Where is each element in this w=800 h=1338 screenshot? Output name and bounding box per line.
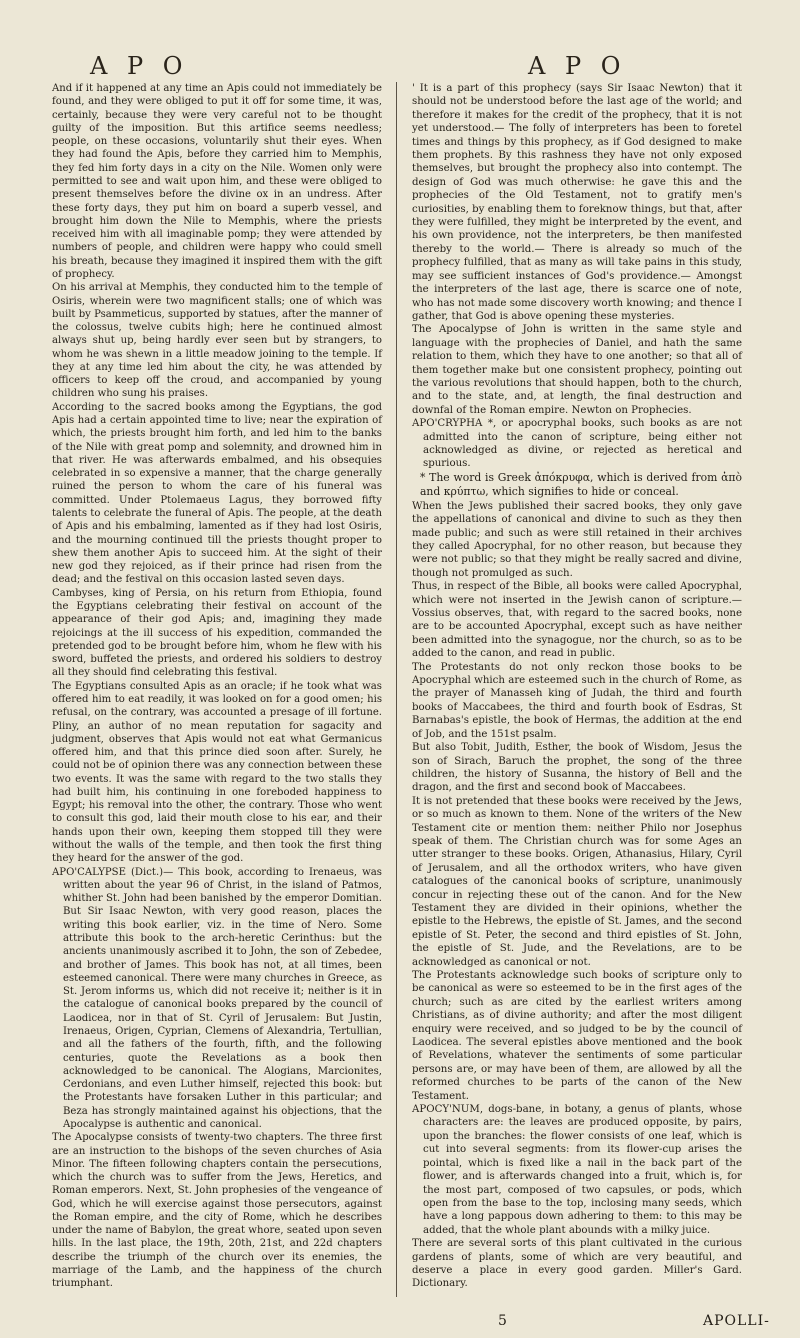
paragraph-jews-books: When the Jews published their sacred books, they only gave the appellations of canonical and divine to such as they then made public; and such as were still retained in their archives they called Apocryphal, for no other reason, but because they were not public; so that they might be really sacred and divine, though not promulged as such. [412, 500, 742, 579]
footnote-greek: * The word is Greek ἀπόκρυφα, which is derived from ἀπὸ and κρύπτω, which signifies to hide or conceal. [420, 470, 742, 499]
column-divider [396, 82, 397, 1297]
entry-apocynum: APOCY'NUM, dogs-bane, in botany, a genus of plants, whose characters are: the leaves are produced opposite, by pairs, upon the branches: the flower consists of one leaf, which is cut into several segments: from its flower-cup arises the pointal, which is fixed like a nail in the back part of the flower, and is afterwards changed into a fruit, which is, for the most part, composed of two capsules, or pods, which open from the base to the top, inclosing many seeds, which have a long pappous down adhering to them: to this may be added, that the whole plant abounds with a milky juice. [412, 1104, 742, 1236]
paragraph-cambyses: Cambyses, king of Persia, on his return from Ethiopia, found the Egyptians celebrating their festival on account of the appearance of their god Apis; and, imagining they made rejoicings at the ill success of his expedition, commanded the pretended god to be brought before him, whom he flew with his sword, buffeted the priests, and ordered his soldiers to destroy all they should find celebrating this festival. [52, 587, 382, 679]
catchword: APOLLI- [703, 1313, 770, 1329]
paragraph-apocalypse-chapters: The Apocalypse consists of twenty-two chapters. The three first are an instruction to the bishops of the seven churches of Asia Minor. The fifteen following chapters contain the persecutions, which the church was to suffer from the Jews, Heretics, and Roman emperors. Next, St. John prophesies of the vengeance of God, which he will exercise against those persecutors, against the Roman empire, and the city of Rome, which he describes under the name of Babylon, the great whore, seated upon seven hills. In the last place, the 19th, 20th, 21st, and 22d chapters describe the triumph of the church over its enemies, the marriage of the Lamb, and the happiness of the church triumphant. [52, 1132, 382, 1290]
paragraph-apis-oracle: The Egyptians consulted Apis as an oracle; if he took what was offered him to eat readily, it was looked on for a good omen; his refusal, on the contrary, was accounted a presage of ill fortune. Pliny, an author of no mean reputation for sagacity and judgment, observes that Apis would not eat what Germanicus offered him, and that this prince died soon after. Surely, he could not be of opinion there was any connection between these two events. It was the same with regard to the two stalls they had built him, his continuing in one foreboded happiness to Egypt; his removal into the other, the contrary. Those who went to consult this god, laid their mouth close to his ear, and their hands upon their own, keeping them stopped till they were without the walls of the temple, and then took the first thing they heard for the answer of the god. [52, 680, 382, 865]
paragraph-not-received: It is not pretended that these books were received by the Jews, or so much as known to them. None of the writers of the New Testament cite or mention them: neither Philo nor Josephus speak of them. The Christian church was for some Ages an utter stranger to these books. Origen, Athanasius, Hilary, Cyril of Jerusalem, and all the orthodox writers, who have given catalogues of the canonical books of scripture, unanimously concur in rejecting these out of the canon. And for the New Testament they are divided in their opinions, whether the epistle to the Hebrews, the epistle of St. James, and the second epistle of St. Peter, the second and third epistles of St. John, the epistle of St. Jude, and the Revelations, are to be acknowledged as canonical or not. [412, 795, 742, 968]
paragraph-apocalypse-style: The Apocalypse of John is written in the same style and language with the prophecies of Daniel, and hath the same relation to them, which they have to one another; so that all of them together make but one consistent prophecy, pointing out the various revolutions that should happen, both to the church, and to the state, and, at length, the final destruction and downfal of the Roman empire. Newton on Prophecies. [412, 324, 742, 416]
entry-apocalypse: APO'CALYPSE (Dict.)— This book, according to Irenaeus, was written about the year 96 of Christ, in the island of Patmos, whither St. John had been banished by the emperor Domitian. But Sir Isaac Newton, with very good reason, places the writing this book earlier, viz. in the time of Nero. Some attribute this book to the arch-heretic Cerinthus: but the ancients unanimously ascribed it to John, the son of Zebedee, and brother of James. This book has not, at all times, been esteemed canonical. There were many churches in Greece, as St. Jerom informs us, which did not receive it; neither is it in the catalogue of canonical books prepared by the council of Laodicea, nor in that of St. Cyril of Jerusalem: But Justin, Irenaeus, Origen, Cyprian, Clemens of Alexandria, Tertullian, and all the fathers of the fourth, fifth, and the following centuries, quote the Revelations as a book then acknowledged to be canonical. The Alogians, Marcionites, Cerdonians, and even Luther himself, rejected this book: but the Protestants have forsaken Luther in this particular; and Beza has strongly maintained against his objections, that the Apocalypse is authentic and canonical. [52, 866, 382, 1130]
paragraph-bible-apocryphal: Thus, in respect of the Bible, all books were called Apocryphal, which were not inserted in the Jewish canon of scripture.—Vossius observes, that, with regard to the sacred books, none are to be accounted Apocryphal, except such as have neither been admitted into the synagogue, nor the church, so as to be added to the canon, and read in public. [412, 581, 742, 660]
right-column [412, 82, 742, 1291]
paragraph-protestants-list: The Protestants do not only reckon those books to be Apocryphal which are esteemed such in the church of Rome, as the prayer of Manasseh king of Judah, the third and fourth books of Maccabees, the third and fourth book of Esdras, St Barnabas's epistle, the book of Hermas, the addition at the end of Job, and the 151st psalm. [412, 661, 742, 740]
running-head-right: A P O [528, 52, 627, 80]
signature-mark: 5 [498, 1313, 507, 1329]
paragraph-apocynum-sorts: There are several sorts of this plant cultivated in the curious gardens of plants, some of which are very beautiful, and deserve a place in every good garden. Miller's Gard. Dictionary. [412, 1238, 742, 1290]
entry-apocrypha: APO'CRYPHA *, or apocryphal books, such books as are not admitted into the canon of scripture, being either not acknowledged as divine, or rejected as heretical and spurious. [412, 418, 742, 470]
paragraph-newton-quote: ' It is a part of this prophecy (says Sir Isaac Newton) that it should not be understood before the last age of the world; and therefore it makes for the credit of the prophecy, that it is not yet understood.— The folly of interpreters has been to foretel times and things by this prophecy, as if God designed to make them prophets. By this rashness they have not only exposed themselves, but brought the prophecy also into contempt. The design of God was much otherwise: he gave this and the prophecies of the Old Testament, not to gratify men's curiosities, by enabling them to foreknow things, but that, after they were fulfilled, they might be interpreted by the event, and his own providence, not the interpreters, be then manifested thereby to the world.— There is already so much of the prophecy fulfilled, that as many as will take pains in this study, may see sufficient instances of God's providence.— Amongst the interpreters of the last age, there is scarce one of note, who has not made some discovery worth knowing; and thence I gather, that God is above opening these mysteries. [412, 83, 742, 322]
paragraph-protestants-canon: The Protestants acknowledge such books of scripture only to be canonical as were so esteemed to be in the first ages of the church; such as are cited by the earliest writers among Christians, as of divine authority; and after the most diligent enquiry were received, and so judged to be by the council of Laodicea. The several epistles above mentioned and the book of Revelations, whatever the sentiments of some particular persons are, or may have been of them, are allowed by all the reformed churches to be parts of the canon of the New Testament. [412, 970, 742, 1102]
left-column [52, 82, 382, 1291]
paragraph-apis-death: According to the sacred books among the Egyptians, the god Apis had a certain appointed time to live; near the expiration of which, the priests brought him forth, and led him to the banks of the Nile with great pomp and solemnity, and drowned him in that river. He was afterwards embalmed, and his obsequies celebrated in so expensive a manner, that the charge generally ruined the person to whom the care of his funeral was committed. Under Ptolemaeus Lagus, they borrowed fifty talents to celebrate the funeral of Apis. The people, at the death of Apis and his embalming, lamented as if they had lost Osiris, and the mourning continued till the priests thought proper to shew them another Apis to succeed him. At the sight of their new god they rejoiced, as if their prince had risen from the dead; and the festival on this occasion lasted seven days. [52, 401, 382, 586]
paragraph-apis-temple: On his arrival at Memphis, they conducted him to the temple of Osiris, wherein were two magnificent stalls; one of which was built by Psammeticus, supported by statues, after the manner of the colossus, twelve cubits high; here he continued almost always shut up, being hardly ever seen but by strangers, to whom he was shewn in a little meadow joining to the temple. If they at any time led him about the city, he was attended by officers to keep off the croud, and accompanied by young children who sung his praises. [52, 282, 382, 400]
running-head-left: A P O [90, 52, 189, 80]
paragraph-tobit-list: But also Tobit, Judith, Esther, the book of Wisdom, Jesus the son of Sirach, Baruch the prophet, the song of the three children, the history of Susanna, the history of Bell and the dragon, and the first and second book of Maccabees. [412, 742, 742, 794]
paragraph-apis-arrival: And if it happened at any time an Apis could not immediately be found, and they were obliged to put it off for some time, it was, certainly, because they were very careful not to be thought guilty of the imposition. But this artifice seems needless; people, on these occasions, voluntarily shut their eyes. When they had found the Apis, before they carried him to Memphis, they fed him forty days in a city on the Nile. Women only were permitted to see and wait upon him, and these were obliged to present themselves before the divine ox in an undress. After these forty days, they put him on board a superb vessel, and brought him down the Nile to Memphis, where the priests received him with all imaginable pomp; they were attended by numbers of people, and children were happy who could smell his breath, because they imagined it inspired them with the gift of prophecy. [52, 83, 382, 280]
